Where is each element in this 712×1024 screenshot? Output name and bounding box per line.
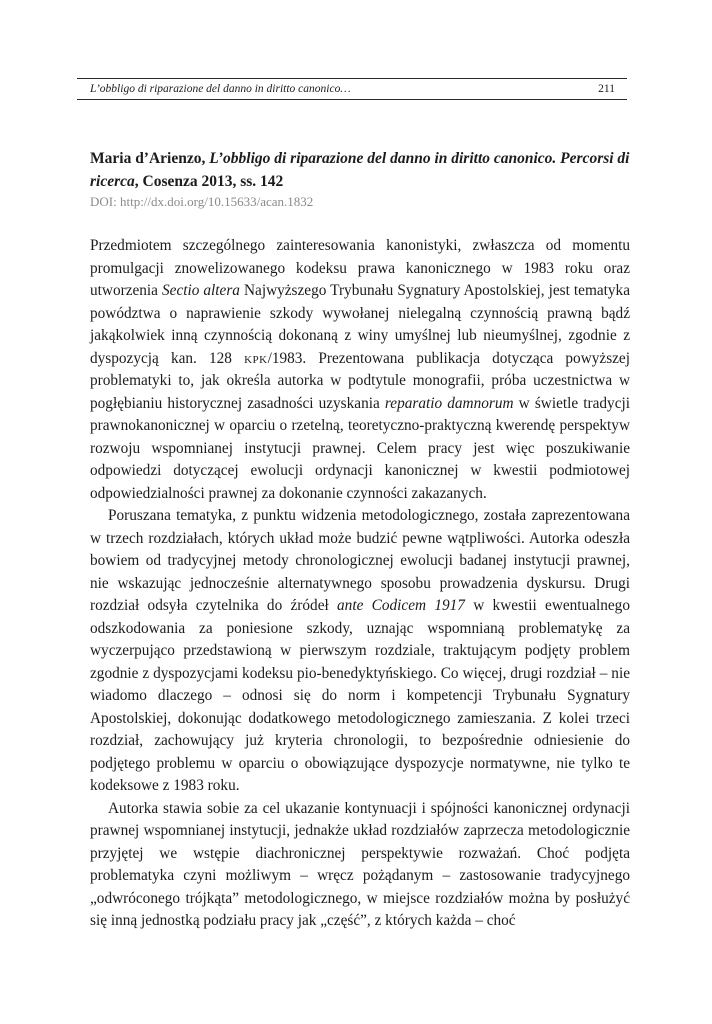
text-segment: Poruszana tematyka, z punktu widzenia metodologicznego, została zaprezentowana w trzech rozdziałach, których układ może budzić pewne wątpliwości. Autorka odeszła bowiem od tradycyjnej metody chronologicznej ewolucji badanej instytucji prawnej, nie wskazując jednocześnie alternatywnego sposobu prowadzenia dyskursu. Drugi rozdział odsyła czytelnika do źródeł <box>90 507 630 614</box>
text-segment: Sectio altera <box>162 282 240 299</box>
text-segment: ante Codicem 1917 <box>337 597 465 614</box>
review-body <box>90 235 630 933</box>
text-segment: Autorka stawia sobie za cel ukazanie kontynuacji i spójności kanonicznej ordynacji prawnej wspomnianej instytucji, jednakże układ rozdziałów zaprzecza metodologicznie przyjętej we wstępie diachronicznej perspektywie rozważań. Choć podjęta problematyka czyni możliwym – wręcz pożądanym – zastosowanie tradycyjnego „odwróconego trójkąta” metodologicznego, w miejsce rozdziałów można by posłużyć się inną jednostką podziału pracy jak „część”, z których każda – choć <box>90 799 630 929</box>
book-title: L’obbligo di riparazione del danno in diritto canonico. Percorsi di ricerca <box>90 150 630 190</box>
running-header <box>77 78 627 100</box>
paragraph-2 <box>90 505 630 798</box>
text-segment: reparatio damnorum <box>384 394 514 412</box>
publication-info: , Cosenza 2013, ss. 142 <box>134 172 284 190</box>
text-segment: kpk <box>244 349 268 367</box>
doi-link[interactable]: DOI: http://dx.doi.org/10.15633/acan.1832 <box>90 194 314 209</box>
text-segment: w świetle tradycji prawnokanonicznej w oparciu o rzetelną, teoretyczno-praktyczną kwerendę perspektyw rozwoju wspomnianej instytucji prawnej. Celem pracy jest więc poszukiwanie odpowiedzi dotyczącej ewolucji ordynacji kanonicznej w kwestii podmiotowej odpowiedzialności prawnej za dokonanie czynności zakazanych. <box>90 394 630 502</box>
review-heading <box>90 148 630 210</box>
running-title: L’obbligo di riparazione del danno in diritto canonico… <box>90 83 351 95</box>
paragraph-3 <box>90 798 630 933</box>
text-segment: /1983. Prezentowana publikacja dotycząca powyższej problematyki to, jak określa autorka w podtytule monografii, próba uczestnictwa w pogłębianiu historycznej zasadności uzyskania <box>90 349 630 412</box>
book-author: Maria d’Arienzo, <box>90 150 206 167</box>
text-segment: Najwyższego Trybunału Sygnatury Apostolskiej, jest tematyka powództwa o naprawienie szkody wywołanej nielegalną czynnością prawną bądź jakąkolwiek inną czynnością dokonaną z winy umyślnej lub nieumyślnej, zgodnie z dyspozycją kan. 128 <box>90 282 630 367</box>
text-segment: Przedmiotem szczególnego zainteresowania kanonistyki, zwłaszcza od momentu promulgacji znowelizowanego kodeksu prawa kanonicznego w 1983 roku oraz utworzenia <box>90 237 630 299</box>
paragraph-1 <box>90 235 630 505</box>
page-number: 211 <box>598 83 615 95</box>
book-citation <box>90 148 630 193</box>
text-segment: w kwestii ewentualnego odszkodowania za poniesione szkody, uznając wspomnianą problematykę za wyczerpująco przedstawioną w pierwszym rozdziale, traktującym podjęty problem zgodnie z dyspozycjami kodeksu pio-benedyktyńskiego. Co więcej, drugi rozdział – nie wiadomo dlaczego – odnosi się do norm i kompetencji Trybunału Sygnatury Apostolskiej, dokonując dodatkowego metodologicznego zamieszania. Z kolei trzeci rozdział, zachowujący już kryteria chronologii, to bezpośrednie odniesienie do podjętego problemu w oparciu o obowiązujące dyspozycje normatywne, nie tylko te kodeksowe z 1983 roku. <box>90 597 630 794</box>
